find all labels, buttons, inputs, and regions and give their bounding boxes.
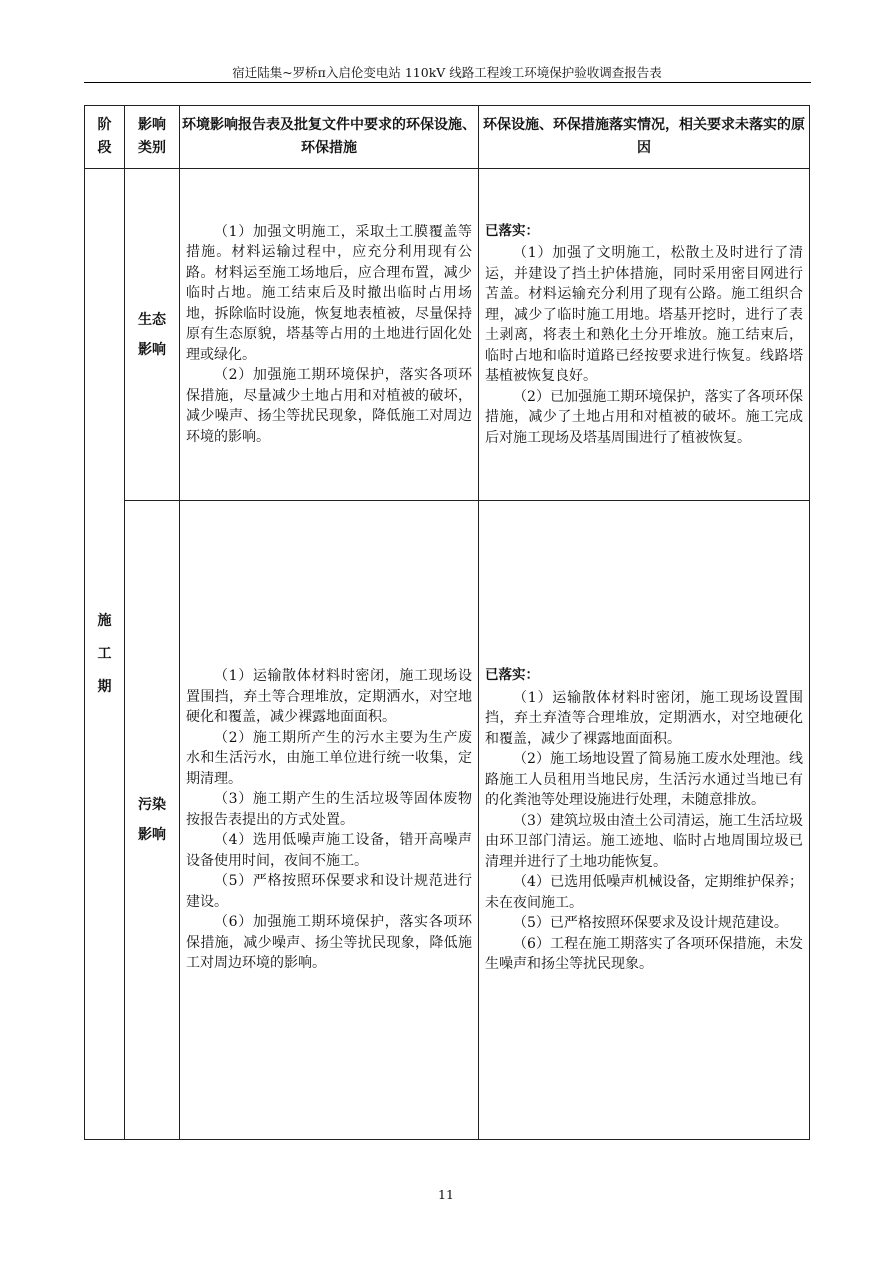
column-header-category: 影响 类别	[125, 106, 180, 169]
implemented-measures-pollution	[479, 501, 810, 1140]
environment-measures-table	[84, 105, 810, 1140]
required-measure-paragraph: （4）选用低噪声施工设备，错开高噪声设备使用时间，夜间不施工。	[186, 832, 472, 869]
category-label: 影响	[138, 827, 166, 843]
required-measure-paragraph: （1）运输散体材料时密闭，施工现场设置围挡，弃土等合理堆放，定期洒水，对空地硬化和覆盖，减少裸露地面面积。	[186, 668, 472, 726]
required-measure-paragraph: （2）加强施工期环境保护，落实各项环保措施，尽量减少土地占用和对植被的破坏，减少噪声、扬尘等扰民现象，降低施工对周边环境的影响。	[186, 367, 472, 445]
table-header-row	[85, 106, 810, 169]
stage-char: 期	[97, 678, 112, 695]
page-header-title: 宿迁陆集~罗桥π入启伦变电站 110kV 线路工程竣工环境保护验收调查报告表	[232, 65, 662, 80]
implemented-measure-paragraph: （4）已选用低噪声机械设备，定期维护保养；未在夜间施工。	[485, 874, 803, 911]
column-header-implemented: 环保设施、环保措施落实情况，相关要求未落实的原因	[479, 106, 810, 169]
implemented-measure-paragraph: （2）施工场地设置了简易施工废水处理池。线路施工人员租用当地民房，生活污水通过当地已有的化粪池等处理设施进行处理，未随意排放。	[485, 751, 803, 809]
category-label: 生态	[138, 311, 166, 328]
implemented-measure-paragraph: （1）运输散体材料时密闭，施工现场设置围挡，弃土弃渣等合理堆放，定期洒水，对空地硬化和覆盖，减少了裸露地面面积。	[485, 689, 803, 747]
required-measure-paragraph: （2）施工期所产生的污水主要为生产废水和生活污水，由施工单位进行统一收集，定期清理。	[186, 729, 472, 787]
header-rule	[84, 82, 811, 83]
stage-char: 施	[97, 612, 112, 629]
implemented-measure-paragraph: （5）已严格按照环保要求及设计规范建设。	[513, 915, 788, 932]
stage-char: 工	[97, 645, 112, 662]
required-measure-paragraph: （6）加强施工期环境保护，落实各项环保措施，减少噪声、扬尘等扰民现象，降低施工对周边环境的影响。	[186, 914, 472, 972]
stage-cell	[85, 169, 125, 1140]
required-measure-paragraph: （1）加强文明施工，采取土工膜覆盖等措施。材料运输过程中，应充分利用现有公路。材料运至施工场地后，应合理布置，减少临时占地。施工结束后及时撤出临时占用场地，拆除临时设施，恢复地表植被，尽量保持原有生态原貌，塔基等占用的土地进行固化处理或绿化。	[186, 223, 472, 363]
table-row-pollution	[85, 501, 810, 1140]
implemented-measure-paragraph: （1）加强了文明施工，松散土及时进行了清运，并建设了挡土护体措施，同时采用密目网进行苫盖。材料运输充分利用了现有公路。施工组织合理，减少了临时施工用地。塔基开挖时，进行了表土剥离，将表土和熟化土分开堆放。施工结束后，临时占地和临时道路已经按要求进行恢复。线路塔基植被恢复良好。	[485, 245, 803, 385]
table-row-ecology	[85, 169, 810, 501]
required-measure-paragraph: （3）施工期产生的生活垃圾等固体废物按报告表提出的方式处置。	[186, 791, 472, 828]
implemented-measure-paragraph: （6）工程在施工期落实了各项环保措施，未发生噪声和扬尘等扰民现象。	[485, 935, 803, 973]
category-cell-pollution	[125, 501, 180, 1140]
column-header-stage: 阶 段	[85, 106, 125, 169]
implemented-measure-paragraph: （2）已加强施工期环境保护，落实了各项环保措施，减少了土地占用和对植被的破坏。施工完成后对施工现场及塔基周围进行了植被恢复。	[485, 388, 803, 446]
category-label: 污染	[138, 797, 166, 813]
implemented-measures-ecology	[479, 169, 810, 501]
category-cell-ecology	[125, 169, 180, 501]
required-measure-paragraph: （5）严格按照环保要求和设计规范进行建设。	[186, 873, 472, 910]
page-number: 11	[438, 1187, 454, 1202]
required-measures-ecology	[180, 169, 479, 501]
column-header-required: 环境影响报告表及批复文件中要求的环保设施、环保措施	[180, 106, 479, 169]
implementation-status: 已落实：	[485, 667, 539, 684]
category-label: 影响	[138, 341, 166, 358]
required-measures-pollution	[180, 501, 479, 1140]
implemented-measure-paragraph: （3）建筑垃圾由渣土公司清运，施工生活垃圾由环卫部门清运。施工迹地、临时占地周围垃圾已清理并进行了土地功能恢复。	[485, 812, 803, 870]
implementation-status: 已落实：	[485, 222, 539, 239]
